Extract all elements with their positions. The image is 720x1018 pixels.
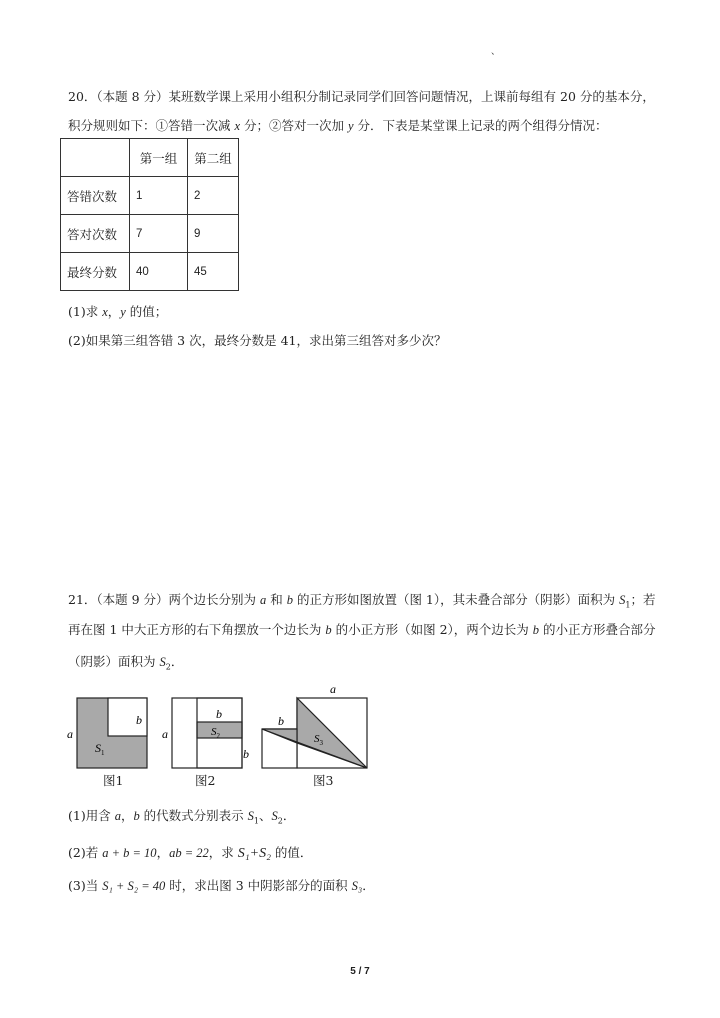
- table-row: [61, 253, 239, 291]
- table-cell: 1: [130, 177, 188, 215]
- q21-sub1: (1)用含 a，b 的代数式分别表示 $S_1$、$S_2$．: [68, 808, 296, 826]
- fig2-label-b-top: b: [216, 707, 222, 721]
- q21-sub2: (2)若 a + b = 10，ab = 22，求 S₁+S₂ 的值．: [68, 845, 313, 861]
- q21-line3: （阴影）面积为 $S_2$．: [68, 654, 184, 672]
- table-cell: 9: [188, 215, 239, 253]
- q20-sub2: (2)如果第三组答错 3 次，最终分数是 41，求出第三组答对多少次？: [68, 333, 447, 348]
- fig2-label-a: a: [162, 727, 168, 741]
- table-row: [61, 177, 239, 215]
- figure-1: [67, 698, 147, 768]
- row-label: 答错次数: [61, 177, 130, 215]
- figure-2: [162, 698, 249, 768]
- q21-line2: 再在图 1 中大正方形的右下角摆放一个边长为 b 的小正方形（如图 2），两个边长为 b 的小正方形叠合部分: [68, 622, 656, 637]
- table-header-group2: 第二组: [188, 139, 239, 177]
- table-cell: 40: [130, 253, 188, 291]
- fig2-label-S2: $S_2$: [211, 726, 220, 740]
- q21-line1: 21．（本题 9 分）两个边长分别为 a 和 b 的正方形如图放置（图 1），其未叠合部分（阴影）面积为 $S_1$；若: [68, 592, 656, 610]
- table-cell: 2: [188, 177, 239, 215]
- fig3-label-b: b: [278, 714, 284, 728]
- table-header-group1: 第一组: [130, 139, 188, 177]
- row-label: 最终分数: [61, 253, 130, 291]
- fig1-caption: 图1: [103, 773, 124, 788]
- table-cell: 45: [188, 253, 239, 291]
- table-cell: 7: [130, 215, 188, 253]
- fig3-caption: 图3: [313, 773, 334, 788]
- table-row: [61, 215, 239, 253]
- row-label: 答对次数: [61, 215, 130, 253]
- q20-line2: 积分规则如下：①答错一次减 x 分；②答对一次加 y 分．下表是某堂课上记录的两个组得分情况：: [68, 118, 608, 133]
- fig1-label-S1: $S_1$: [95, 741, 105, 757]
- figure-3: [262, 682, 367, 768]
- fig3-label-S3: $S_3$: [314, 733, 323, 747]
- q20-sub1: (1)求 x，y 的值；: [68, 304, 168, 319]
- header-mark: 、: [491, 47, 501, 57]
- page-number: 5 / 7: [350, 966, 370, 977]
- fig3-label-a: a: [330, 682, 336, 696]
- table-cell: [61, 139, 130, 177]
- q20-line1: 20．（本题 8 分）某班数学课上采用小组积分制记录同学们回答问题情况，上课前每组有 20 分的基本分，: [68, 89, 655, 104]
- table-header-row: [61, 139, 239, 177]
- fig2-label-b-side: b: [243, 747, 249, 761]
- fig1-label-a: a: [67, 727, 73, 741]
- fig1-label-b: b: [136, 713, 142, 727]
- fig2-caption: 图2: [195, 773, 216, 788]
- q21-sub3: (3)当 S₁ + S₂ = 40 时，求出图 3 中阴影部分的面积 S₃．: [68, 878, 375, 893]
- score-table: [60, 138, 239, 291]
